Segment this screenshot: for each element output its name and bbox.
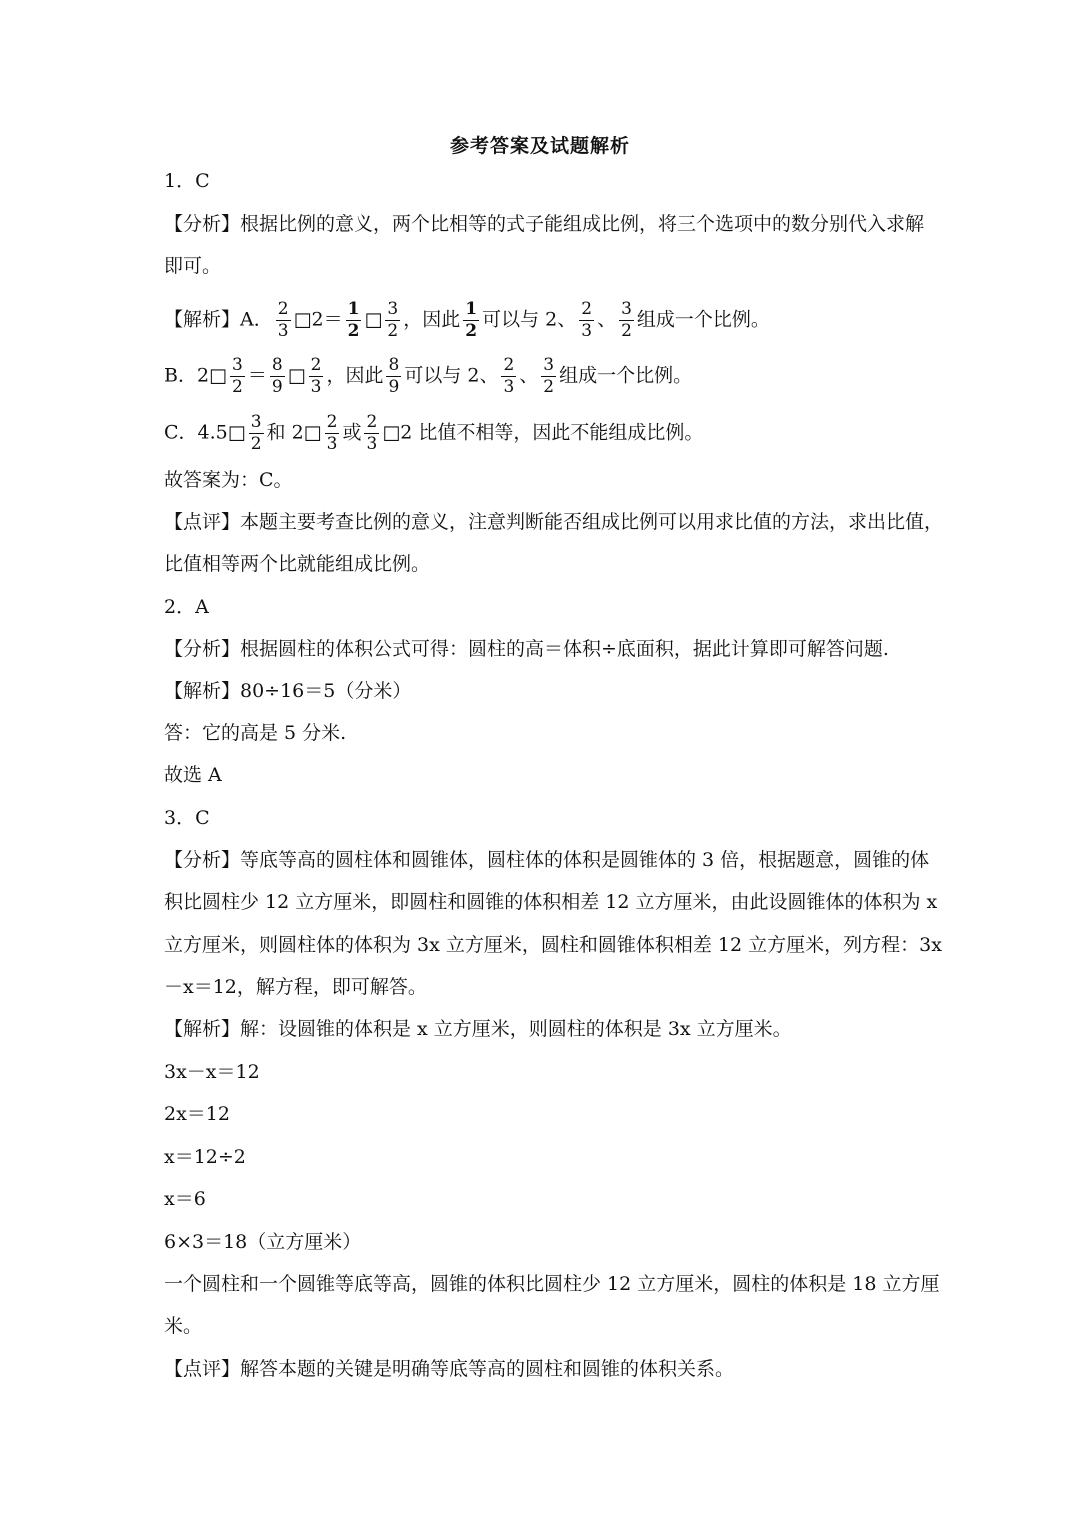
fraction: $\frac{2}{3}$ xyxy=(503,355,515,397)
sol-a-sep: 、 xyxy=(597,308,617,331)
fraction: $\frac{8}{9}$ xyxy=(271,355,283,397)
q1-comment-line2: 比值相等两个比就能组成比例。 xyxy=(164,553,431,575)
q1-analysis-line2: 即可。 xyxy=(164,255,222,277)
q3-analysis-line3: 立方厘米，则圆柱体的体积为 3x 立方厘米，圆柱和圆锥体积相差 12 立方厘米，列方程：3x xyxy=(164,934,942,956)
sol-a-lead: 【解析】A． xyxy=(164,308,273,331)
fraction: $\frac{3}{2}$ xyxy=(250,412,262,454)
sol-b-op2: □ xyxy=(287,364,306,387)
page-title: 参考答案及试题解析 xyxy=(449,135,630,157)
sol-c-op1: 和 2□ xyxy=(266,421,322,444)
q3-analysis-line4: －x＝12，解方程，即可解答。 xyxy=(164,976,427,998)
q3-comment: 【点评】解答本题的关键是明确等底等高的圆柱和圆锥的体积关系。 xyxy=(164,1358,735,1380)
sol-b-sep: 、 xyxy=(519,364,539,387)
sol-a-mid: ，因此 xyxy=(403,308,461,331)
q2-final: 故选 A xyxy=(164,764,222,786)
q1-analysis-line1: 【分析】根据比例的意义，两个比相等的式子能组成比例，将三个选项中的数分别代入求解 xyxy=(164,213,925,235)
sol-a-op2: □ xyxy=(364,308,383,331)
q3-conclusion-line2: 米。 xyxy=(164,1315,203,1337)
q2-analysis: 【分析】根据圆柱的体积公式可得：圆柱的高＝体积÷底面积，据此计算即可解答问题. xyxy=(164,638,889,660)
sol-c-op2: 或 xyxy=(342,421,362,444)
sol-a-mid2: 可以与 2、 xyxy=(482,308,577,331)
q1-solution-c xyxy=(164,414,703,453)
fraction: $\frac{3}{2}$ xyxy=(387,299,399,341)
q3-analysis-line2: 积比圆柱少 12 立方厘米，即圆柱和圆锥的体积相差 12 立方厘米，由此设圆锥体的体积为 x xyxy=(164,891,938,913)
fraction: $\frac{3}{2}$ xyxy=(543,355,555,397)
fraction: $\frac{2}{3}$ xyxy=(310,355,322,397)
q1-solution-a xyxy=(164,301,770,340)
fraction: $\frac{2}{3}$ xyxy=(581,299,593,341)
sol-a-tail: 组成一个比例。 xyxy=(636,308,770,331)
q3-solution: 【解析】解：设圆锥的体积是 x 立方厘米，则圆柱的体积是 3x 立方厘米。 xyxy=(164,1018,792,1040)
q3-conclusion-line1: 一个圆柱和一个圆锥等底等高，圆锥的体积比圆柱少 12 立方厘米，圆柱的体积是 18 立方厘 xyxy=(164,1273,940,1295)
fraction: $\frac{2}{3}$ xyxy=(366,412,378,454)
fraction: $\frac{1}{2}$ xyxy=(347,299,360,341)
sol-b-mid2: 可以与 2、 xyxy=(404,364,499,387)
q3-equation-3: x＝12÷2 xyxy=(164,1146,246,1168)
q3-equation-1: 3x－x＝12 xyxy=(164,1061,260,1083)
fraction: $\frac{3}{2}$ xyxy=(621,299,632,341)
fraction: $\frac{8}{9}$ xyxy=(388,355,400,397)
q1-comment-line1: 【点评】本题主要考查比例的意义，注意判断能否组成比例可以用求比值的方法，求出比值， xyxy=(164,511,944,533)
fraction: $\frac{2}{3}$ xyxy=(277,299,289,341)
sol-b-lead: B．2□ xyxy=(164,364,228,387)
q3-equation-4: x＝6 xyxy=(164,1188,206,1210)
fraction: $\frac{3}{2}$ xyxy=(232,355,243,397)
q3-equation-2: 2x＝12 xyxy=(164,1103,230,1125)
q3-analysis-line1: 【分析】等底等高的圆柱体和圆锥体，圆柱体的体积是圆锥体的 3 倍，根据题意，圆锥的体 xyxy=(164,849,930,871)
q1-solution-b xyxy=(164,357,692,396)
sol-c-tail: □2 比值不相等，因此不能组成比例。 xyxy=(382,421,704,444)
q3-answer: 3．C xyxy=(164,807,210,829)
q1-final: 故答案为：C。 xyxy=(164,469,293,491)
fraction: $\frac{1}{2}$ xyxy=(465,299,478,341)
sol-b-mid: ，因此 xyxy=(326,364,384,387)
q2-solution: 【解析】80÷16＝5（分米） xyxy=(164,680,412,702)
q1-answer: 1．C xyxy=(164,170,210,192)
sol-a-op1: □2＝ xyxy=(293,308,343,331)
q2-answer: 2．A xyxy=(164,596,209,618)
sol-b-op1: ＝ xyxy=(247,364,267,387)
q3-equation-5: 6×3＝18（立方厘米） xyxy=(164,1231,362,1253)
sol-c-lead: C．4.5□ xyxy=(164,421,246,444)
sol-b-tail: 组成一个比例。 xyxy=(559,364,693,387)
fraction: $\frac{2}{3}$ xyxy=(326,412,338,454)
q2-reply: 答：它的高是 5 分米. xyxy=(164,722,347,744)
